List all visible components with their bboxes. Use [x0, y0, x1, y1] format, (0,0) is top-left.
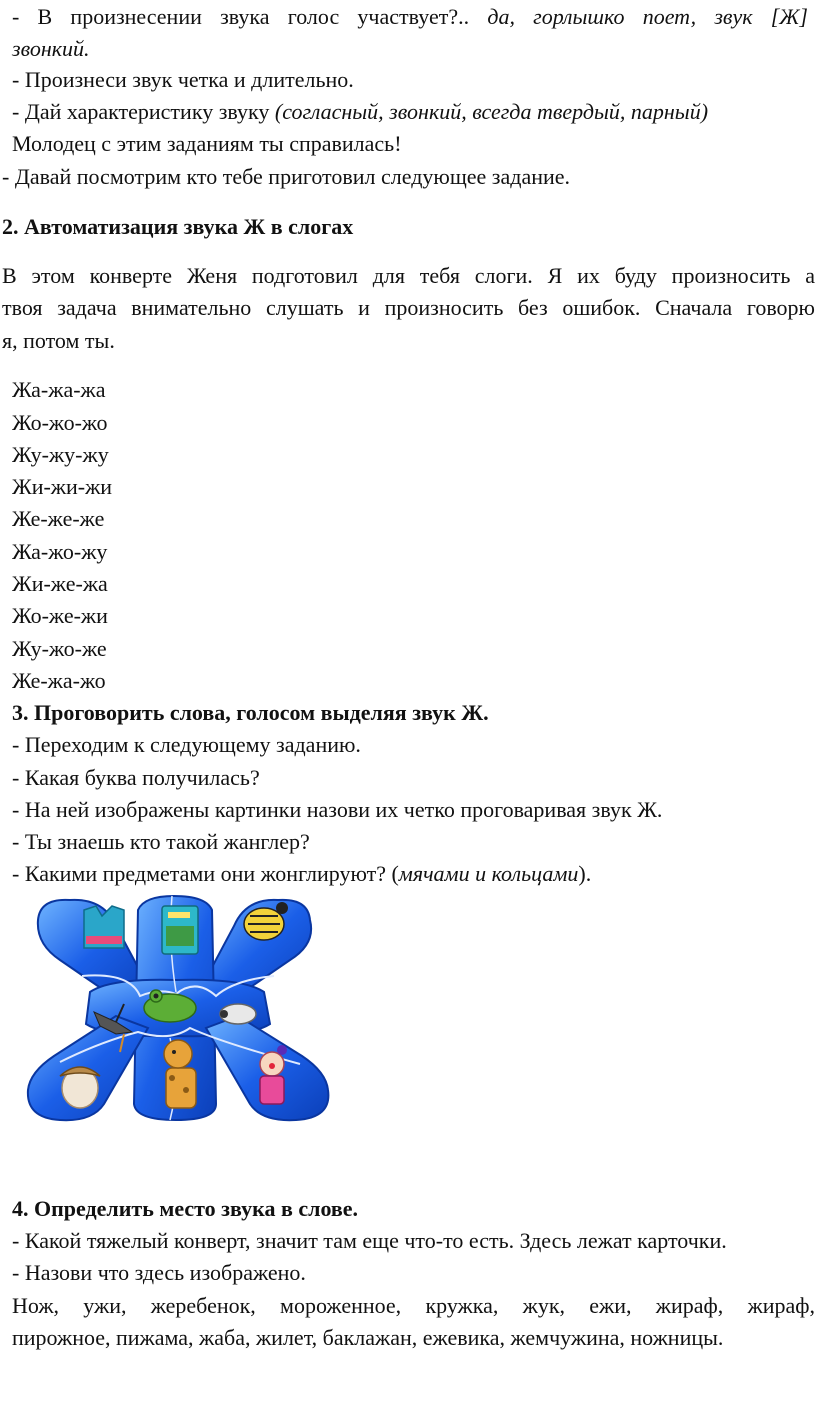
intro-characteristic-prompt: - Дай характеристику звуку [12, 99, 270, 124]
syllable-row: Же-же-же [12, 506, 105, 531]
section3-line-5 [12, 861, 591, 887]
intro-line-2: звонкий. [12, 36, 90, 61]
syllable-row: Жо-же-жи [12, 603, 108, 628]
intro-question: - В произнесении звука голос участвует?.. [12, 4, 470, 29]
section4-words-line-1: Нож, ужи, жеребенок, мороженное, кружка, жук, ежи, жираф, жираф, [12, 1293, 815, 1318]
section4-line-2: - Назови что здесь изображено. [12, 1260, 306, 1285]
giraffe-icon [164, 1040, 196, 1108]
syllable-row: Жо-жо-жо [12, 410, 108, 435]
book-icon [162, 906, 198, 954]
section3-line-1: - Переходим к следующему заданию. [12, 732, 361, 757]
section3-heading: 3. Проговорить слова, голосом выделяя звук Ж. [12, 700, 489, 725]
section3-question: - Какими предметами они жонглируют? ( [12, 861, 399, 886]
section2-paragraph-line-3: я, потом ты. [2, 328, 115, 353]
section3-answer: мячами и кольцами [398, 861, 579, 886]
section3-line-4: - Ты знаешь кто такой жанглер? [12, 829, 310, 854]
syllable-row: Жа-жо-жу [12, 539, 108, 564]
letter-zh-puzzle-illustration [20, 892, 336, 1124]
section3-closing: ). [578, 861, 592, 886]
syllable-row: Жи-же-жа [12, 571, 108, 596]
intro-line-1 [12, 4, 808, 30]
syllable-row: Жи-жи-жи [12, 474, 113, 499]
syllable-row: Жа-жа-жа [12, 377, 106, 402]
intro-line-6: - Давай посмотрим кто тебе приготовил следующее задание. [2, 164, 571, 189]
section3-line-3: - На ней изображены картинки назови их четко проговаривая звук Ж. [12, 797, 663, 822]
hedgehog-icon [220, 1004, 256, 1024]
intro-characteristic-answer: (согласный, звонкий, всегда твердый, парный) [274, 99, 709, 124]
syllable-row: Жу-жу-жу [12, 442, 109, 467]
section4-heading: 4. Определить место звука в слове. [12, 1196, 359, 1221]
intro-answer: да, горлышко поет, звук [Ж] [487, 4, 808, 29]
intro-line-5: Молодец с этим заданиям ты справилась! [12, 131, 402, 156]
syllable-row: Жу-жо-же [12, 636, 107, 661]
section2-heading: 2. Автоматизация звука Ж в слогах [2, 214, 354, 239]
section3-line-2: - Какая буква получилась? [12, 765, 260, 790]
intro-line-4 [12, 99, 708, 125]
syllable-row: Же-жа-жо [12, 668, 106, 693]
section2-paragraph-line-1: В этом конверте Женя подготовил для тебя слоги. Я их буду произносить а [2, 263, 815, 288]
section4-line-1: - Какой тяжелый конверт, значит там еще что-то есть. Здесь лежат карточки. [12, 1228, 727, 1253]
intro-line-3: - Произнеси звук четка и длительно. [12, 67, 354, 92]
section2-paragraph-line-2: твоя задача внимательно слушать и произносить без ошибок. Сначала говорю [2, 295, 815, 320]
section4-words-line-2: пирожное, пижама, жаба, жилет, баклажан, ежевика, жемчужина, ножницы. [12, 1325, 724, 1350]
